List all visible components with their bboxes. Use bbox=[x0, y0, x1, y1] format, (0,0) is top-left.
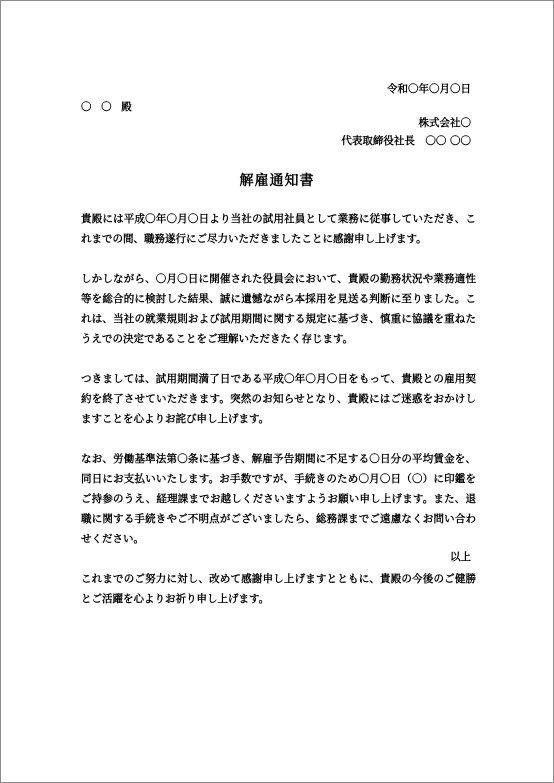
paragraph-termination: つきましては、試用期間満了日である平成〇年〇月〇日をもって、貴殿との雇用契約を終了させていただきます。突然のお知らせとなり、貴殿にはご迷惑をおかけしますことを心よりお詫び申し上げます。 bbox=[81, 373, 476, 425]
paragraph-closing-remarks: これまでのご努力に対し、改めて感謝申し上げますとともに、貴殿の今後のご健勝とご活躍を心よりお祈り申し上げます。 bbox=[81, 573, 476, 605]
company-name: 株式会社〇 bbox=[418, 117, 471, 129]
document-title: 解雇通知書 bbox=[239, 173, 315, 189]
representative-name: 代表取締役社長 〇〇 〇〇 bbox=[341, 135, 471, 147]
addressee-name: 〇 〇 殿 bbox=[81, 101, 132, 113]
paragraph-decision: しかしながら、〇月〇日に開催された役員会において、貴殿の勤務状況や業務適性等を総合的に検討した結果、誠に遺憾ながら本採用を見送る判断に至りました。これは、当社の就業規則および試用期間に関する規定に基づき、慎重に協議を重ねたうえでの決定であることをご理解いただきたく存じます。 bbox=[81, 273, 476, 345]
document-date: 令和〇年〇月〇日 bbox=[387, 83, 471, 95]
document-body bbox=[81, 209, 476, 609]
closing-mark: 以上 bbox=[450, 551, 471, 563]
paragraph-intro: 貴殿には平成〇年〇月〇日より当社の試用社員として業務に従事していただき、これまでの間、職務遂行にご尽力いただきましたことに感謝申し上げます。 bbox=[81, 213, 476, 245]
paragraph-payment: なお、労働基準法第〇条に基づき、解雇予告期間に不足する〇日分の平均賃金を、同日にお支払いいたします。お手数ですが、手続きのため〇月〇日（〇）に印鑑をご持参のうえ、経理課までお越しくださいますようお願い申し上げます。また、退職に関する手続きやご不明点がございましたら、総務課までご遠慮なくお問い合わせください。 bbox=[81, 453, 476, 545]
